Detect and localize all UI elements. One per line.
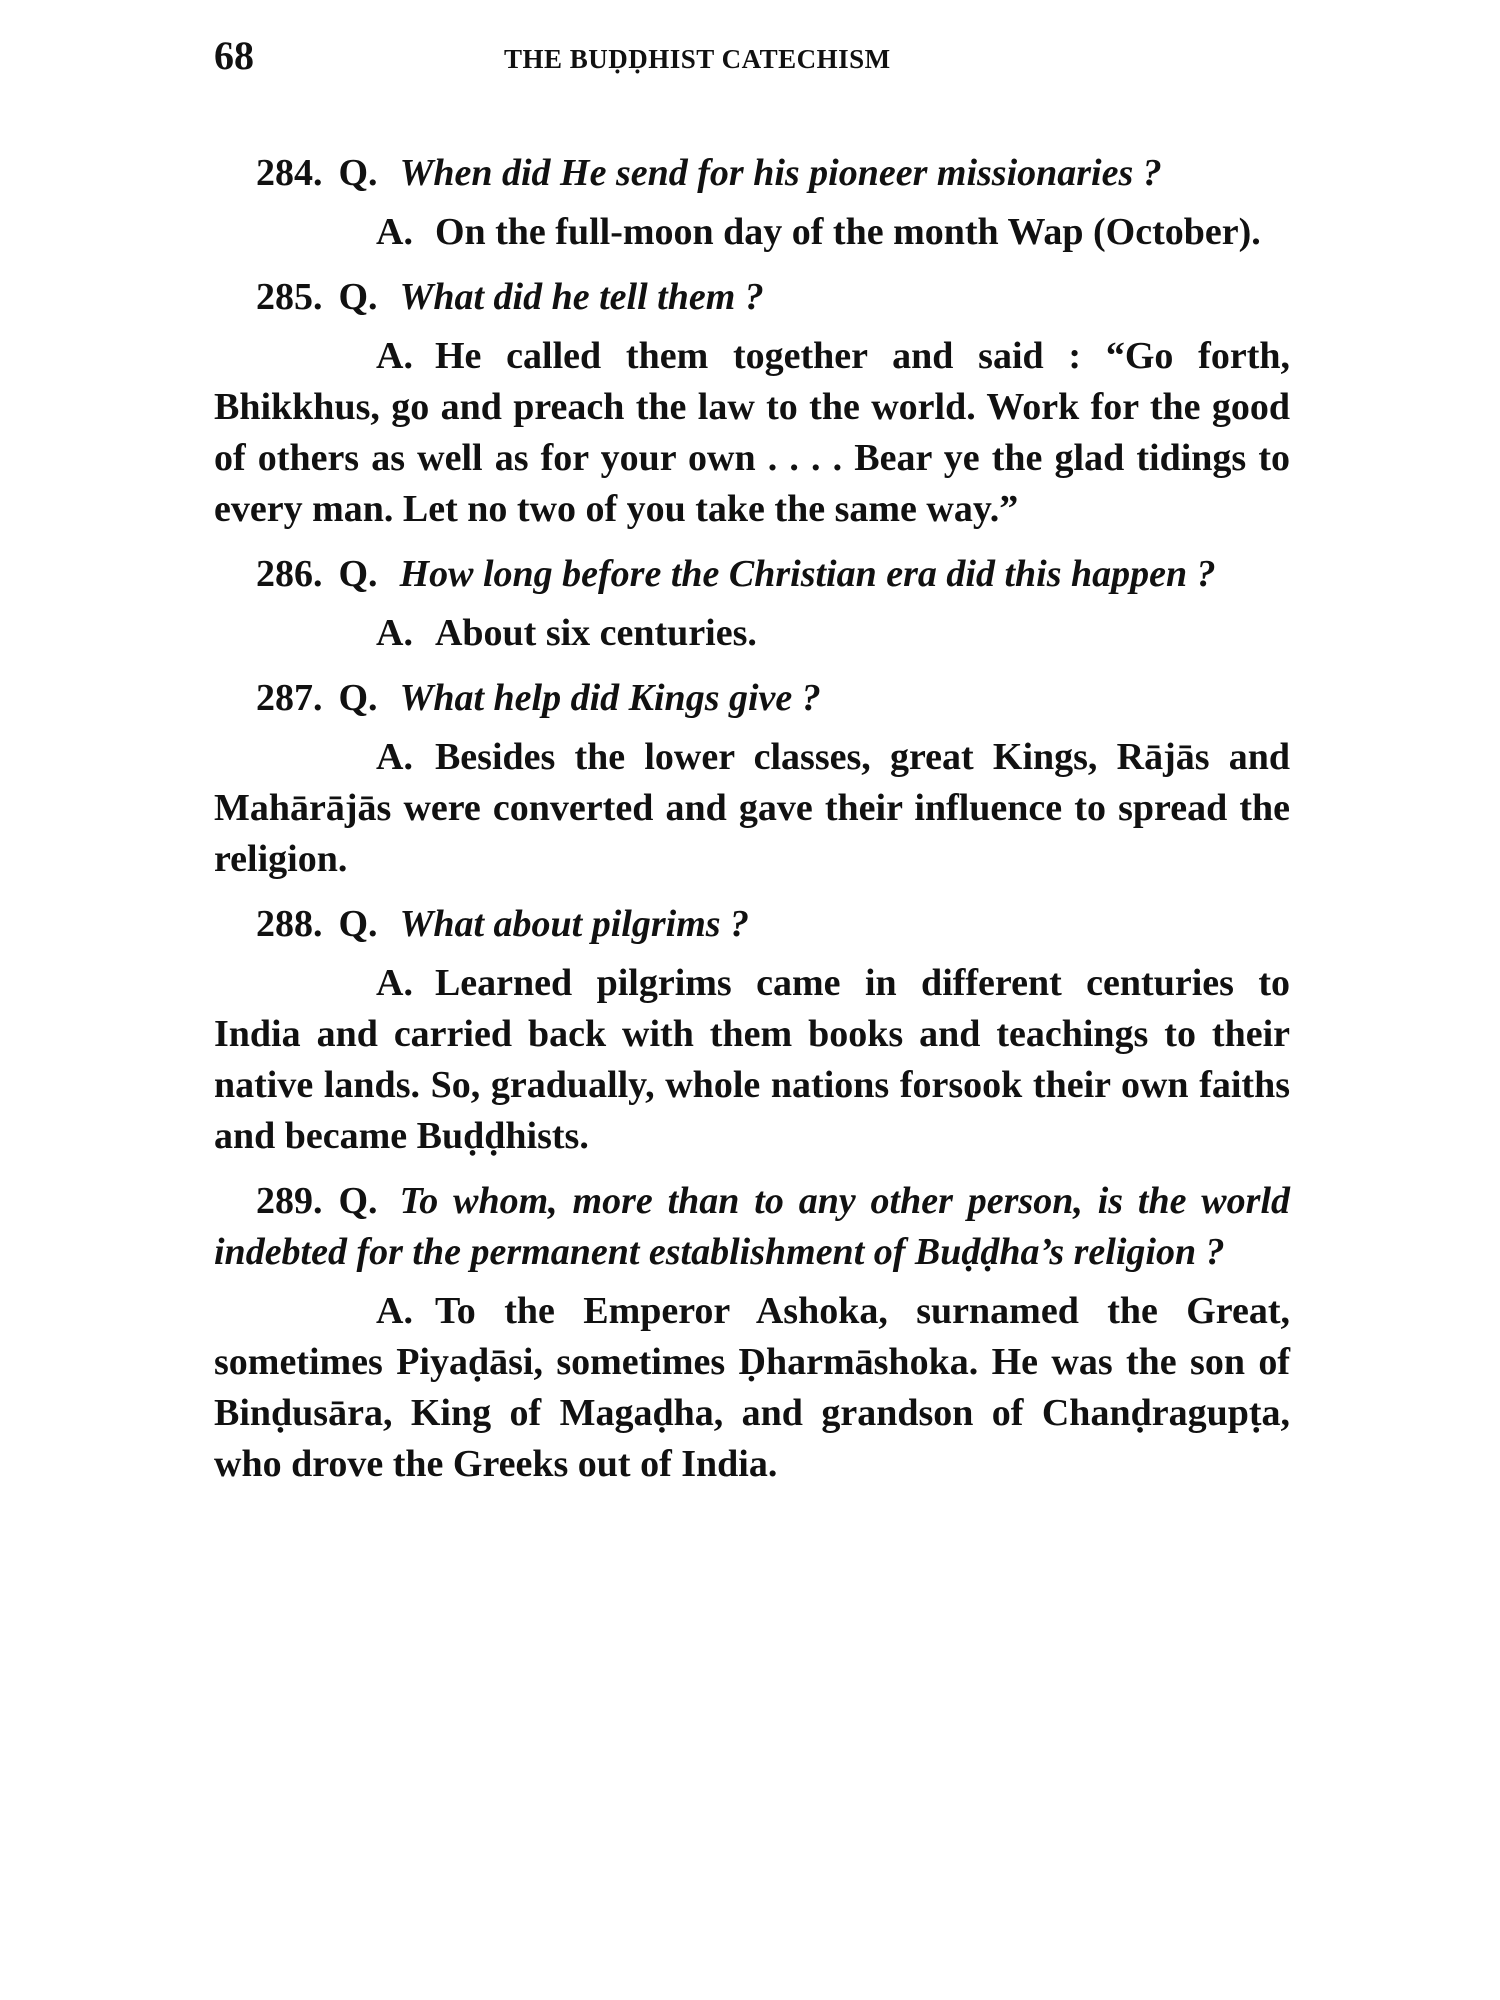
answer-text: Learned pilgrims came in different centuries to India and carried back with them books and teachings to their native lands. So, gradually, whole nations forsook their own faiths and became Buḍḍhists. xyxy=(214,962,1290,1157)
question-text: How long before the Christian era did this happen ? xyxy=(399,553,1216,595)
question-288 xyxy=(214,899,1290,950)
question-label: Q. xyxy=(338,553,378,595)
question-289 xyxy=(214,1176,1290,1278)
question-287 xyxy=(214,673,1290,724)
answer-label: A. xyxy=(376,612,413,654)
answer-text: To the Emperor Ashoka, surnamed the Great, sometimes Piyaḍāsi, sometimes Ḍharmāshoka. He was the son of Binḍusāra, King of Magaḍha, and grandson of Chanḍragupṭa, who drove the Greeks out of India. xyxy=(214,1290,1290,1485)
question-label: Q. xyxy=(338,152,378,194)
answer-286 xyxy=(214,608,1290,659)
answer-288 xyxy=(214,958,1290,1162)
question-text: What help did Kings give ? xyxy=(399,677,821,719)
question-number: 285. xyxy=(256,276,323,318)
question-number: 288. xyxy=(256,903,323,945)
question-label: Q. xyxy=(338,677,378,719)
page-header xyxy=(214,28,1290,88)
question-text: To whom, more than to any other person, is the world indebted for the permanent establishment of Buḍḍha’s religion ? xyxy=(214,1180,1290,1273)
question-label: Q. xyxy=(338,1180,378,1222)
answer-284 xyxy=(214,207,1290,258)
question-285 xyxy=(214,272,1290,323)
answer-text: He called them together and said : “Go forth, Bhikkhus, go and preach the law to the world. Work for the good of others as well as for your own . . . . Bear ye the glad tidings to every man. Let no two of you take the same way.” xyxy=(214,335,1290,530)
answer-label: A. xyxy=(376,211,413,253)
question-label: Q. xyxy=(338,276,378,318)
answer-label: A. xyxy=(376,1290,413,1332)
question-number: 287. xyxy=(256,677,323,719)
answer-text: Besides the lower classes, great Kings, Rājās and Mahārājās were converted and gave their influence to spread the religion. xyxy=(214,736,1290,880)
question-286 xyxy=(214,549,1290,600)
answer-289 xyxy=(214,1286,1290,1490)
book-page xyxy=(214,28,1290,1490)
answer-label: A. xyxy=(376,335,413,377)
answer-label: A. xyxy=(376,962,413,1004)
running-title: THE BUḌḌHIST CATECHISM xyxy=(504,44,891,74)
answer-label: A. xyxy=(376,736,413,778)
page-number: 68 xyxy=(214,33,254,78)
question-text: What about pilgrims ? xyxy=(399,903,750,945)
answer-285 xyxy=(214,331,1290,535)
question-number: 284. xyxy=(256,152,323,194)
question-label: Q. xyxy=(338,903,378,945)
question-number: 286. xyxy=(256,553,323,595)
answer-287 xyxy=(214,732,1290,885)
question-number: 289. xyxy=(256,1180,323,1222)
answer-text: On the full-moon day of the month Wap (October). xyxy=(434,211,1261,253)
answer-text: About six centuries. xyxy=(434,612,757,654)
question-284 xyxy=(214,148,1290,199)
question-text: When did He send for his pioneer missionaries ? xyxy=(399,152,1162,194)
question-text: What did he tell them ? xyxy=(399,276,764,318)
